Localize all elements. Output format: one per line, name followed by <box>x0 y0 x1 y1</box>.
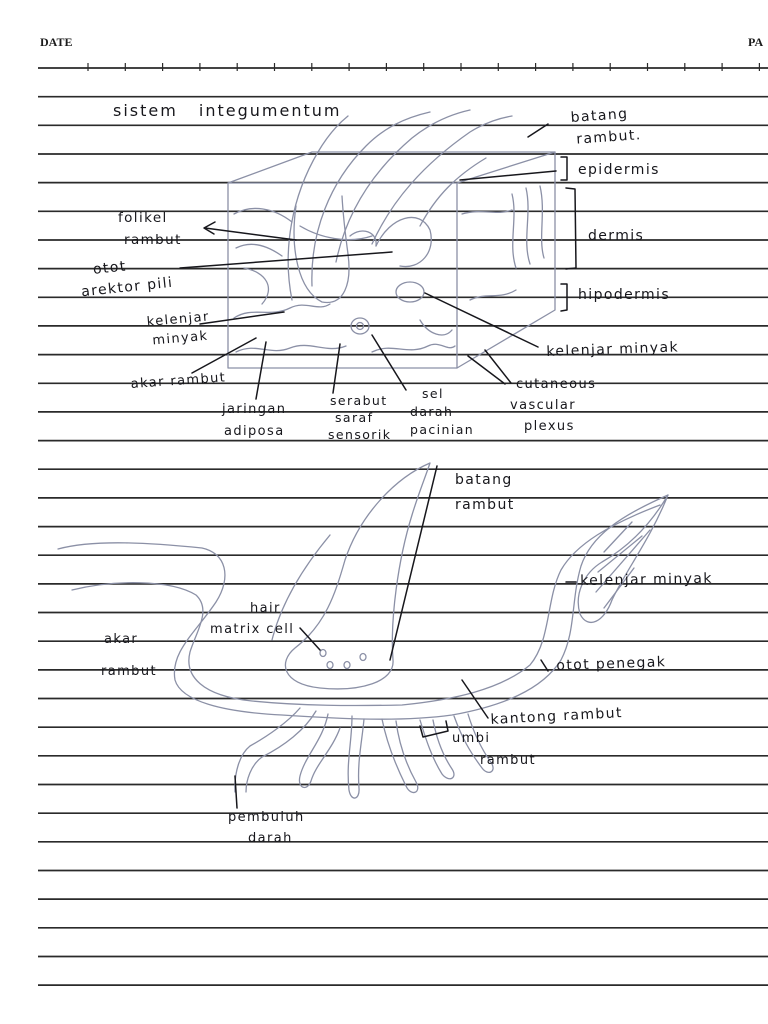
matrix-cell <box>344 662 350 669</box>
ruled-lines <box>38 68 768 985</box>
label-hipodermis: hipodermis <box>578 287 671 303</box>
label-sel-darah-pacinian <box>410 385 474 439</box>
arrector-pili-muscle <box>300 226 372 240</box>
label-batang-rambut-bawah <box>455 468 515 518</box>
skin-block-leaders <box>180 124 576 399</box>
blood-vessel <box>348 716 364 798</box>
label-jaringan-adiposa <box>222 399 286 443</box>
label-line: akar <box>104 632 139 647</box>
side-wave <box>470 290 516 300</box>
label-line: otot <box>92 258 128 278</box>
vessel-wave <box>420 320 452 335</box>
skin-block-diagram <box>228 110 555 368</box>
label-kelenjar-minyak-kanan: kelenjar minyak <box>546 339 680 360</box>
label-line: umbi <box>452 731 491 746</box>
header-tick-marks <box>88 63 759 71</box>
label-line: pembuluh <box>228 810 305 825</box>
leader-kelenjar-minyak-kanan <box>425 293 538 347</box>
label-line: sel <box>422 386 444 401</box>
label-kantong-rambut: kantong rambut <box>490 705 624 728</box>
label-line: rambut <box>480 753 536 768</box>
matrix-cell <box>327 662 333 669</box>
blood-vessel <box>235 708 300 792</box>
gland-stripe <box>598 536 642 572</box>
label-line: arektor pili <box>80 274 175 301</box>
label-line: vascular <box>510 398 576 413</box>
label-dermis: dermis <box>588 228 645 244</box>
block-right-face <box>457 152 555 368</box>
leader-sel-darah <box>372 335 406 390</box>
label-line: minyak <box>151 328 210 349</box>
label-epidermis: epidermis <box>578 162 660 178</box>
leader-pembuluh-darah <box>235 776 237 808</box>
label-umbi-rambut <box>452 728 536 772</box>
dermal-wave <box>244 268 268 304</box>
adipose-wave <box>372 344 455 352</box>
hair-shaft <box>285 463 430 689</box>
label-serabut-saraf-sensorik <box>328 392 391 443</box>
label-folikel-rambut <box>118 207 182 251</box>
label-otot-arektor-pili <box>80 252 175 302</box>
blood-vessel <box>420 720 454 779</box>
sebaceous-gland <box>578 495 668 622</box>
label-line: rambut <box>124 232 182 248</box>
page-title: sistem integumentum <box>113 101 342 120</box>
label-line: serabut <box>330 393 388 408</box>
hair-strand <box>288 116 348 300</box>
side-strand <box>512 194 516 268</box>
label-pembuluh-darah <box>228 807 305 849</box>
label-line: rambut. <box>575 127 643 148</box>
label-cutaneous-vascular-plexus <box>510 374 597 437</box>
label-line: batang <box>455 472 513 488</box>
side-strand <box>526 188 530 264</box>
blood-vessel <box>246 711 316 792</box>
label-line: matrix cell <box>210 622 295 637</box>
dermal-wave <box>236 244 282 256</box>
label-kelenjar-minyak-kiri <box>146 308 212 351</box>
label-line: pacinian <box>410 422 475 437</box>
leader-jaringan-adiposa <box>256 342 266 399</box>
label-otot-penegak: otot penegak <box>556 654 667 674</box>
arrow-folikel-rambut <box>205 228 296 240</box>
label-kelenjar-minyak-bawah: kelenjar minyak <box>580 570 713 589</box>
label-line: batang <box>570 105 629 126</box>
date-header: DATE <box>40 35 73 49</box>
label-batang-rambut <box>570 102 642 151</box>
label-line: rambut <box>101 664 157 679</box>
leader-cutaneous <box>468 356 505 384</box>
hair-follicle <box>376 217 431 266</box>
leader-epidermis <box>460 171 556 180</box>
leader-batang-rambut-bawah <box>390 466 437 660</box>
label-line: sensorik <box>328 427 392 442</box>
label-line: plexus <box>524 419 575 434</box>
label-akar-rambut-bawah <box>101 624 157 688</box>
adipose-wave <box>234 304 330 318</box>
bracket-dermis <box>566 188 576 269</box>
bracket-epidermis <box>561 157 567 180</box>
adipose-wave <box>236 345 346 352</box>
label-line: folikel <box>118 210 168 226</box>
label-line: adiposa <box>224 424 285 439</box>
leader-hair-matrix-cell <box>300 628 320 650</box>
hair-strand <box>420 158 486 226</box>
label-line: kelenjar <box>146 309 211 330</box>
oil-gland <box>396 282 424 302</box>
label-line: rambut <box>455 497 515 513</box>
label-akar-rambut: akar rambut <box>130 370 227 392</box>
label-line: darah <box>410 404 454 419</box>
label-line: saraf <box>335 410 374 425</box>
label-hair-matrix-cell <box>210 598 295 640</box>
label-line: jaringan <box>222 402 287 417</box>
matrix-cell <box>320 650 326 657</box>
label-line: darah <box>248 831 293 846</box>
side-strand <box>540 186 544 258</box>
leader-otot-arektor-pili <box>180 252 392 268</box>
page-header: PA <box>748 35 764 49</box>
label-line: hair <box>250 601 281 616</box>
matrix-cell <box>360 654 366 661</box>
label-line: cutaneous <box>516 377 597 392</box>
